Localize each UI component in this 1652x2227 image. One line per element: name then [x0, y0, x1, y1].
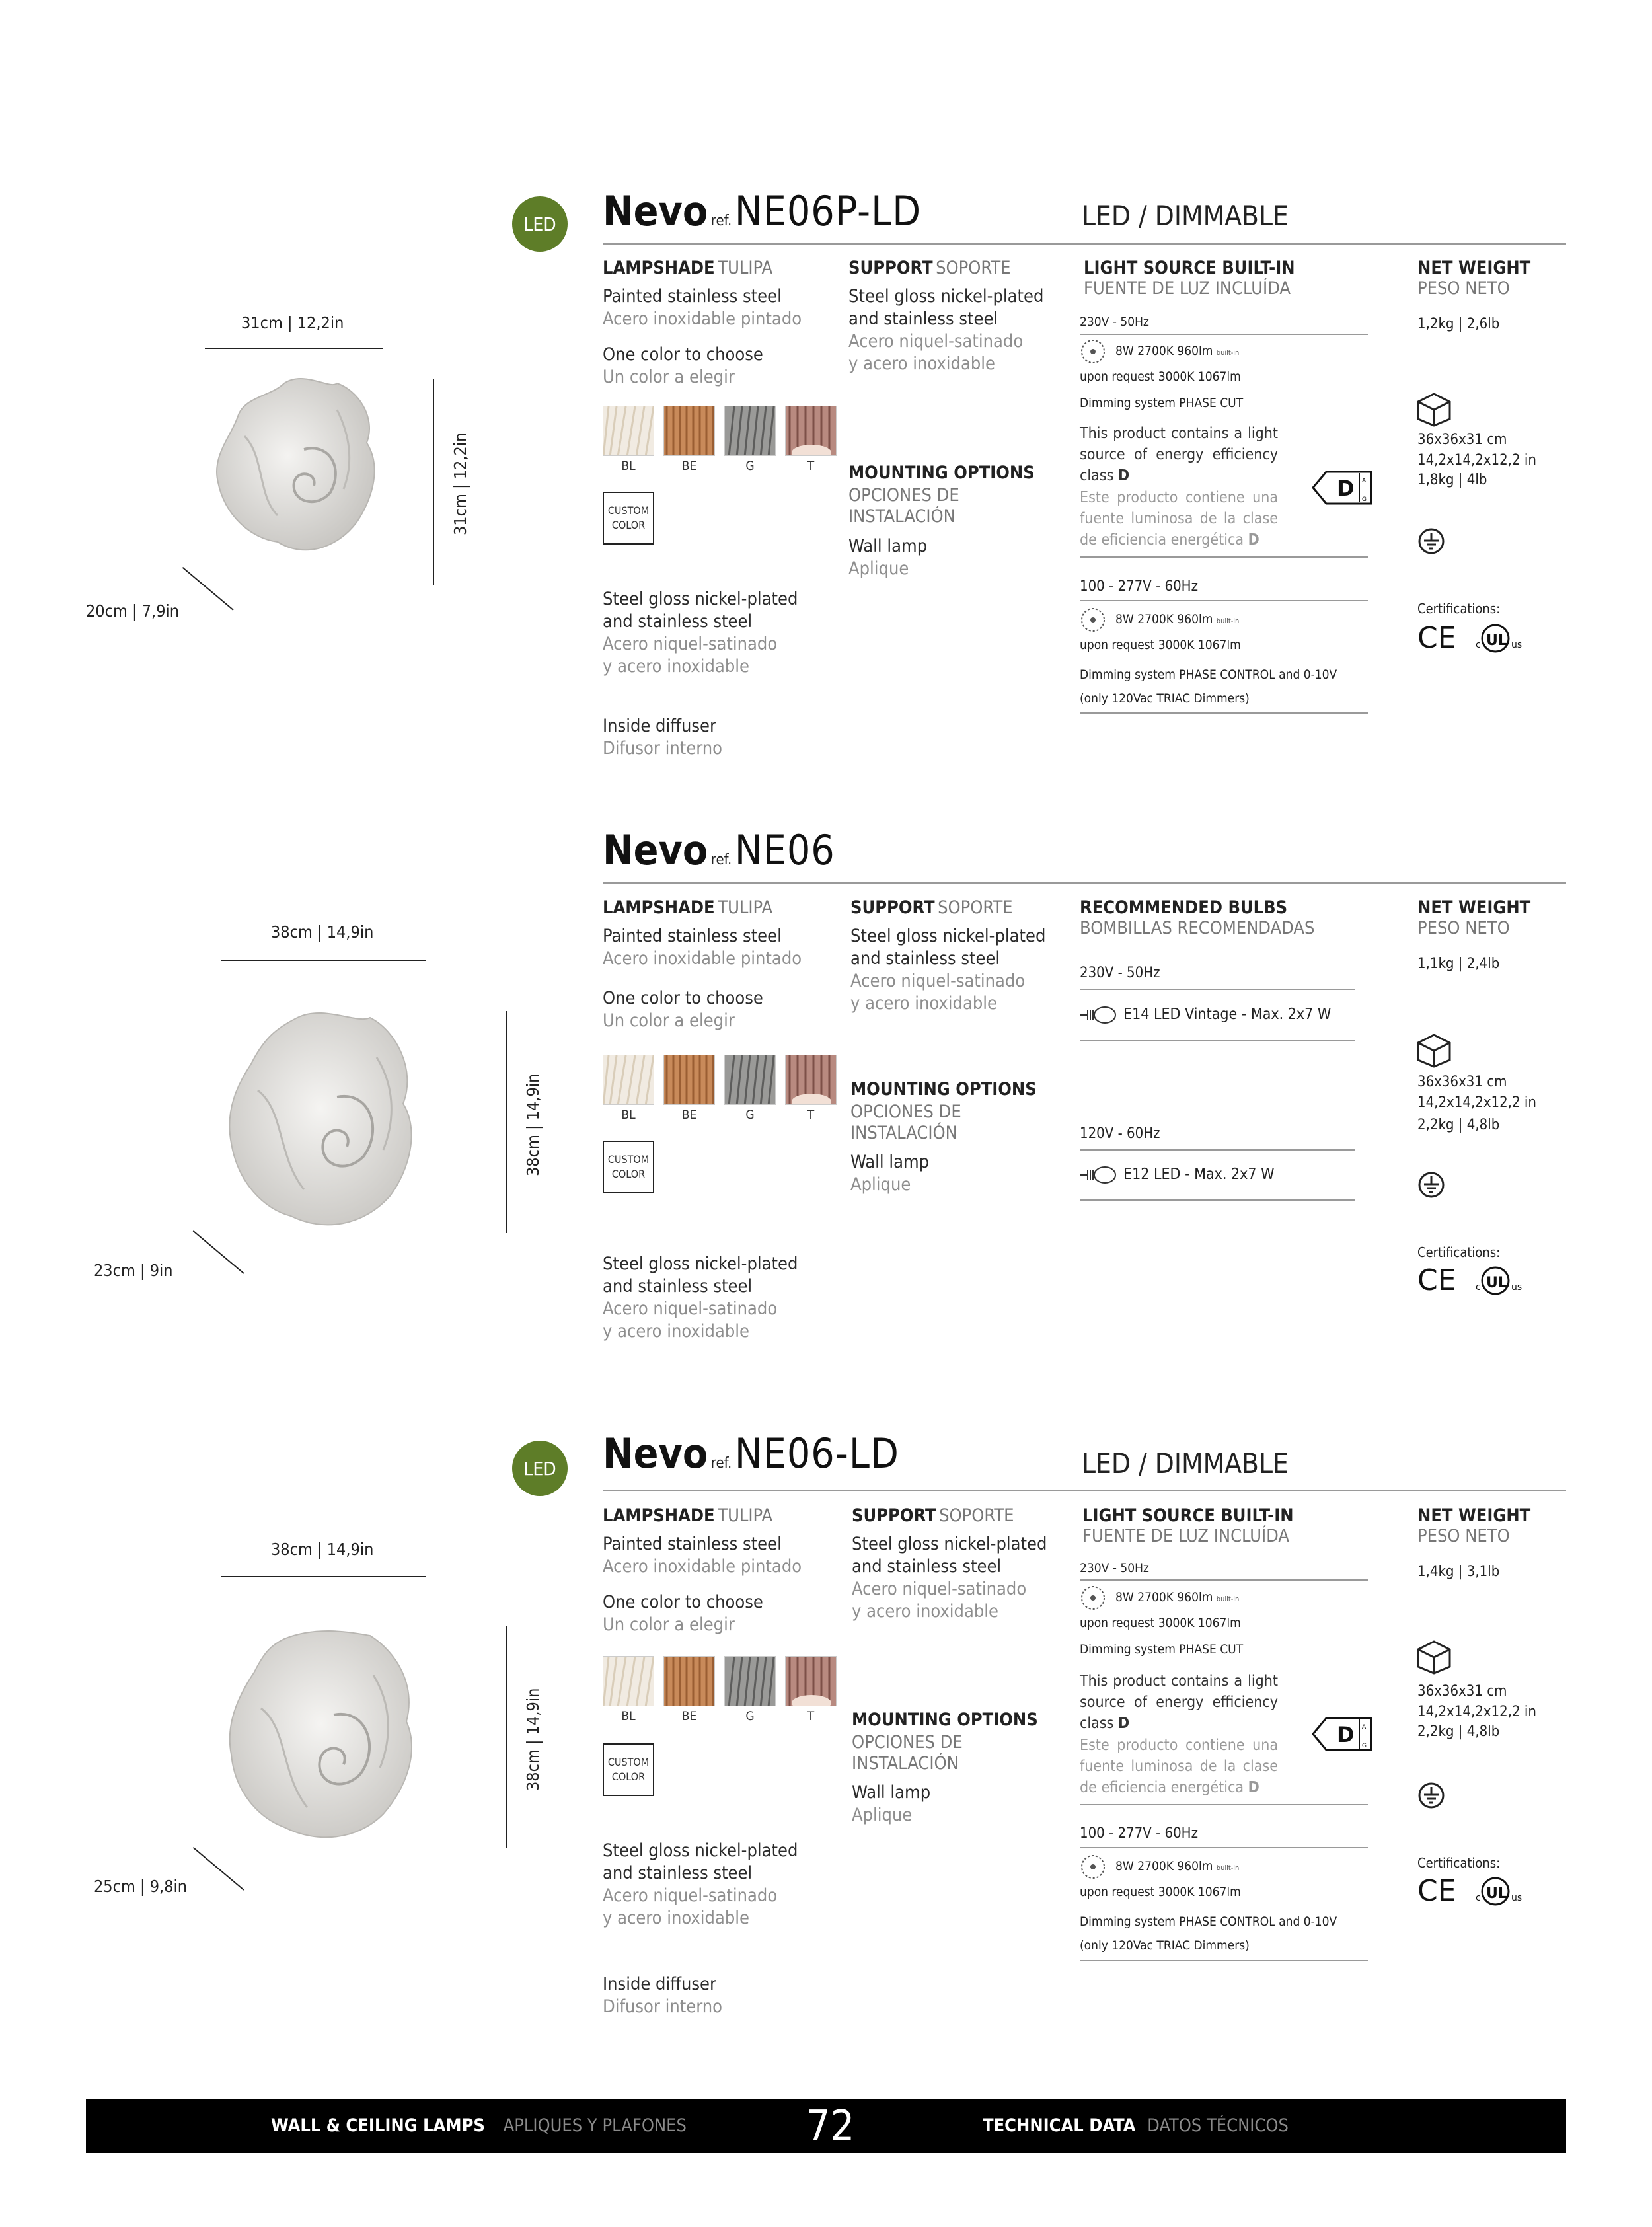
svg-text:D: D [1337, 476, 1355, 501]
svg-text:UL: UL [1486, 632, 1507, 649]
mounting-heading-es: OPCIONES DE INSTALACIÓN [850, 1102, 961, 1143]
led-spec [1115, 1858, 1239, 1877]
swatch-bl-label: BL [621, 459, 636, 473]
title-rule [603, 1490, 1566, 1491]
support-material-en: Steel gloss nickel-plated and stainless steel [850, 926, 1046, 969]
svg-text:UL: UL [1486, 1885, 1507, 1902]
diffuser-en: Inside diffuser [603, 1974, 716, 1994]
support-heading-es: SOPORTE [939, 1505, 1014, 1526]
led-chip-icon [1080, 607, 1106, 633]
diffuser-en: Inside diffuser [603, 716, 716, 736]
rule [1080, 712, 1368, 714]
swatch-be[interactable] [663, 1656, 715, 1723]
product-code: NE06P-LD [734, 187, 922, 235]
support-heading [850, 897, 1013, 919]
height-line [506, 1626, 507, 1848]
product-title [603, 1429, 899, 1478]
led-badge: LED [512, 1441, 568, 1496]
support-heading-en: SUPPORT [850, 897, 935, 918]
mounting-heading-es: OPCIONES DE INSTALACIÓN [848, 485, 959, 527]
ground-icon [1417, 1782, 1445, 1809]
light-source-heading-es: FUENTE DE LUZ INCLUÍDA [1082, 1526, 1290, 1546]
support-material-en: Steel gloss nickel-plated and stainless steel [603, 1254, 798, 1297]
energy-text-en [1080, 1671, 1278, 1734]
shade-material-es: Acero inoxidable pintado [603, 948, 802, 969]
rule [1080, 1149, 1355, 1151]
dimming-phase-control: Dimming system PHASE CONTROL and 0-10V (only 120Vac TRIAC Dimmers) [1080, 1914, 1337, 1953]
swatch-be-image [663, 406, 715, 456]
color-choice-es: Un color a elegir [603, 1614, 735, 1635]
ce-ul-certification-icon [1417, 1264, 1536, 1297]
swatch-bl-image [603, 1055, 654, 1105]
bulb-eu: E14 LED Vintage - Max. 2x7 W [1123, 1006, 1332, 1023]
product-code: NE06 [734, 826, 835, 874]
rule [1080, 1199, 1355, 1201]
product-name: Nevo [603, 187, 708, 235]
swatch-bl-image [603, 1656, 654, 1706]
box-dimensions: 36x36x31 cm 14,2x14,2x12,2 in [1417, 432, 1536, 469]
led-chip-icon [1080, 1854, 1106, 1880]
shade-material-en: Painted stainless steel [603, 926, 782, 946]
depth-dimension: 23cm | 9in [94, 1261, 173, 1280]
shade-material-es: Acero inoxidable pintado [603, 1556, 802, 1577]
led-dimmable-tagline: LED / DIMMABLE [1082, 200, 1289, 232]
energy-class-es: D [1248, 531, 1259, 548]
net-weight-heading-es: PESO NETO [1417, 278, 1510, 299]
led-chip-icon [1080, 1585, 1106, 1611]
swatch-be[interactable] [663, 406, 715, 473]
page-footer [86, 2099, 1566, 2153]
color-choice-es: Un color a elegir [603, 367, 735, 387]
upon-request: upon request 3000K 1067lm [1080, 1885, 1241, 1899]
mounting-heading-en: MOUNTING OPTIONS [850, 1079, 1037, 1100]
ref-label: ref. [710, 1455, 732, 1472]
product-name: Nevo [603, 826, 708, 874]
led-spec-values: 8W 2700K 960lm [1115, 612, 1213, 626]
footer-right-en: TECHNICAL DATA [983, 2115, 1136, 2136]
custom-color-box[interactable]: CUSTOM COLOR [603, 492, 654, 545]
support-material-en: Steel gloss nickel-plated and stainless steel [852, 1534, 1047, 1577]
wall-lamp-en: Wall lamp [852, 1782, 931, 1803]
swatch-bl-label: BL [621, 1108, 636, 1122]
depth-line [193, 1230, 244, 1274]
box-weight: 1,8kg | 4lb [1417, 472, 1487, 488]
ground-icon [1417, 527, 1445, 555]
net-weight-heading-es: PESO NETO [1417, 1526, 1510, 1546]
title-rule [603, 243, 1566, 245]
swatch-t[interactable] [785, 406, 837, 473]
depth-line [193, 1847, 244, 1891]
mounting-heading-es: OPCIONES DE INSTALACIÓN [852, 1732, 963, 1774]
voltage-120: 120V - 60Hz [1080, 1125, 1160, 1142]
footer-left-es: APLIQUES Y PLAFONES [503, 2115, 687, 2136]
built-in-note: built-in [1216, 1864, 1240, 1872]
svg-text:us: us [1511, 1282, 1522, 1293]
ref-label: ref. [710, 213, 732, 229]
depth-dimension: 20cm | 7,9in [86, 601, 180, 621]
energy-class-en: D [1117, 467, 1130, 484]
energy-text-es-body: Este producto contiene una fuente luminosa de la clase de eficiencia energética [1080, 489, 1278, 548]
net-weight-heading-es: PESO NETO [1417, 918, 1510, 938]
support-heading-es: SOPORTE [938, 897, 1013, 918]
custom-color-box[interactable]: CUSTOM COLOR [603, 1141, 654, 1193]
voltage-100-277: 100 - 277V - 60Hz [1080, 578, 1198, 595]
footer-section-right [983, 2115, 1289, 2136]
certifications-label: Certifications: [1417, 1855, 1501, 1871]
bulbs-heading-es: BOMBILLAS RECOMENDADAS [1080, 918, 1315, 938]
svg-text:c: c [1476, 1893, 1481, 1903]
rule [1080, 989, 1355, 990]
swatch-g-label: G [745, 1709, 755, 1723]
swatch-t[interactable] [785, 1055, 837, 1122]
net-weight-heading-en: NET WEIGHT [1417, 897, 1531, 918]
swatch-g-image [724, 1055, 776, 1105]
bulbs-heading-en: RECOMMENDED BULBS [1080, 897, 1288, 918]
lampshade-heading [603, 258, 772, 279]
led-spec-values: 8W 2700K 960lm [1115, 344, 1213, 358]
swatch-bl[interactable] [603, 406, 654, 473]
swatch-be-image [663, 1055, 715, 1105]
voltage-100-277: 100 - 277V - 60Hz [1080, 1825, 1198, 1842]
energy-text-es [1080, 487, 1278, 550]
height-dimension: 31cm | 12,2in [451, 432, 470, 535]
support-material-es: Acero niquel-satinado y acero inoxidable [852, 1579, 1027, 1622]
swatch-g-label: G [745, 1108, 755, 1122]
color-swatches [603, 1055, 837, 1122]
energy-label-icon [1312, 1717, 1374, 1751]
box-dimensions: 36x36x31 cm 14,2x14,2x12,2 in [1417, 1074, 1536, 1111]
rule [1080, 1960, 1368, 1961]
swatch-g[interactable] [724, 1055, 776, 1122]
rule [1080, 1847, 1368, 1848]
voltage-230: 230V - 50Hz [1080, 965, 1160, 981]
bulb-icon [1077, 1164, 1117, 1186]
box-weight: 2,2kg | 4,8lb [1417, 1117, 1500, 1133]
ce-ul-certification-icon [1417, 1874, 1536, 1907]
support-material-en: Steel gloss nickel-plated and stainless steel [848, 286, 1044, 329]
energy-text-en-body: This product contains a light source of energy efficiency class [1080, 425, 1278, 484]
rule [1080, 1804, 1368, 1805]
lampshade-heading-es: TULIPA [718, 1505, 773, 1526]
product-title [603, 187, 921, 235]
width-line [221, 1576, 426, 1577]
box-icon [1415, 390, 1452, 427]
net-weight-heading-en: NET WEIGHT [1417, 258, 1531, 278]
lampshade-heading-en: LAMPSHADE [603, 258, 715, 278]
swatch-be-label: BE [681, 459, 697, 473]
rule [1080, 1040, 1355, 1041]
depth-line [182, 567, 234, 611]
svg-text:us: us [1511, 1893, 1522, 1903]
dimming-phase-control: Dimming system PHASE CONTROL and 0-10V (only 120Vac TRIAC Dimmers) [1080, 667, 1337, 706]
support-heading-en: SUPPORT [852, 1505, 936, 1526]
swatch-t[interactable] [785, 1656, 837, 1723]
support-material-es: Acero niquel-satinado y acero inoxidable [603, 1299, 778, 1341]
dimming-phase-cut: Dimming system PHASE CUT [1080, 1642, 1244, 1657]
lampshade-heading [603, 1505, 772, 1527]
energy-text-es [1080, 1735, 1278, 1798]
support-material-en: Steel gloss nickel-plated and stainless steel [603, 1840, 798, 1883]
svg-text:A: A [1362, 1724, 1367, 1731]
energy-class-en: D [1117, 1715, 1130, 1732]
led-dimmable-tagline: LED / DIMMABLE [1082, 1447, 1289, 1480]
wall-lamp-es: Aplique [852, 1805, 913, 1825]
energy-text-es-body: Este producto contiene una fuente luminosa de la clase de eficiencia energética [1080, 1737, 1278, 1796]
wall-lamp-en: Wall lamp [850, 1152, 930, 1172]
lamp-photo [218, 1612, 430, 1850]
height-dimension: 38cm | 14,9in [523, 1688, 543, 1791]
box-icon [1415, 1031, 1452, 1068]
support-material-es: Acero niquel-satinado y acero inoxidable [603, 1885, 778, 1928]
light-source-heading-es: FUENTE DE LUZ INCLUÍDA [1084, 278, 1291, 299]
lampshade-heading-es: TULIPA [718, 897, 773, 918]
energy-class-es: D [1248, 1779, 1259, 1796]
shade-material-en: Painted stainless steel [603, 1534, 782, 1554]
built-in-note: built-in [1216, 1595, 1240, 1603]
energy-text-en-body: This product contains a light source of energy efficiency class [1080, 1673, 1278, 1732]
swatch-be-image [663, 1656, 715, 1706]
rule [1080, 1579, 1368, 1581]
led-chip-icon [1080, 338, 1106, 365]
led-spec [1115, 1589, 1239, 1608]
rule [1080, 556, 1368, 558]
swatch-be-label: BE [681, 1108, 697, 1122]
svg-text:c: c [1476, 640, 1481, 650]
bulb-us: E12 LED - Max. 2x7 W [1123, 1166, 1275, 1183]
support-heading [852, 1505, 1014, 1527]
swatch-be[interactable] [663, 1055, 715, 1122]
svg-text:G: G [1362, 496, 1367, 503]
voltage-230: 230V - 50Hz [1080, 1561, 1149, 1575]
light-source-heading-en: LIGHT SOURCE BUILT-IN [1084, 258, 1295, 278]
diffuser-es: Difusor interno [603, 1996, 722, 2017]
ground-icon [1417, 1171, 1445, 1199]
swatch-be-label: BE [681, 1709, 697, 1723]
svg-text:UL: UL [1486, 1275, 1507, 1291]
color-swatches [603, 1656, 837, 1723]
led-spec [1115, 342, 1239, 361]
rule [1080, 334, 1368, 335]
wall-lamp-es: Aplique [850, 1174, 911, 1195]
swatch-g[interactable] [724, 1656, 776, 1723]
swatch-bl[interactable] [603, 1656, 654, 1723]
swatch-t-image [785, 406, 837, 456]
color-choice-en: One color to choose [603, 988, 763, 1008]
swatch-t-label: T [807, 1108, 815, 1122]
svg-text:D: D [1337, 1722, 1355, 1747]
swatch-t-image [785, 1656, 837, 1706]
certifications-label: Certifications: [1417, 1244, 1501, 1260]
lampshade-heading [603, 897, 772, 919]
width-line [221, 960, 426, 961]
swatch-g-image [724, 1656, 776, 1706]
color-choice-en: One color to choose [603, 344, 763, 365]
svg-text:CE: CE [1417, 621, 1456, 654]
lampshade-heading-es: TULIPA [718, 258, 773, 278]
shade-material-es: Acero inoxidable pintado [603, 309, 802, 329]
product-name: Nevo [603, 1429, 708, 1478]
height-line [506, 1011, 507, 1233]
energy-label-icon [1312, 471, 1374, 505]
ref-label: ref. [710, 852, 732, 868]
footer-left-en: WALL & CEILING LAMPS [271, 2115, 485, 2136]
built-in-note: built-in [1216, 348, 1240, 357]
diffuser-es: Difusor interno [603, 738, 722, 759]
box-icon [1415, 1638, 1452, 1675]
width-dimension: 38cm | 14,9in [271, 1540, 374, 1559]
svg-text:us: us [1511, 640, 1522, 650]
led-spec-values: 8W 2700K 960lm [1115, 1859, 1213, 1873]
product-code: NE06-LD [734, 1429, 899, 1478]
svg-text:CE: CE [1417, 1874, 1456, 1907]
product-title [603, 826, 835, 874]
built-in-note: built-in [1216, 617, 1240, 625]
lampshade-heading-en: LAMPSHADE [603, 1505, 715, 1526]
mounting-heading-en: MOUNTING OPTIONS [852, 1710, 1038, 1730]
net-weight-value: 1,1kg | 2,4lb [1417, 956, 1500, 972]
support-material-en: Steel gloss nickel-plated and stainless steel [603, 589, 798, 632]
svg-text:G: G [1362, 1743, 1367, 1749]
net-weight-value: 1,4kg | 3,1lb [1417, 1564, 1500, 1580]
net-weight-value: 1,2kg | 2,6lb [1417, 316, 1500, 332]
swatch-bl-image [603, 406, 654, 456]
support-material-es: Acero niquel-satinado y acero inoxidable [848, 331, 1024, 374]
light-source-heading-en: LIGHT SOURCE BUILT-IN [1082, 1505, 1294, 1526]
page-number: 72 [806, 2102, 855, 2151]
led-spec [1115, 611, 1239, 630]
height-line [433, 379, 434, 585]
lampshade-heading-en: LAMPSHADE [603, 897, 715, 918]
support-material-es: Acero niquel-satinado y acero inoxidable [850, 971, 1026, 1014]
lamp-photo [205, 370, 390, 562]
dimming-phase-cut: Dimming system PHASE CUT [1080, 396, 1244, 410]
led-spec-values: 8W 2700K 960lm [1115, 1590, 1213, 1604]
svg-text:A: A [1362, 478, 1367, 484]
support-heading-en: SUPPORT [848, 258, 933, 278]
box-weight: 2,2kg | 4,8lb [1417, 1723, 1500, 1740]
swatch-t-label: T [807, 459, 815, 473]
width-line [205, 348, 383, 349]
net-weight-heading-en: NET WEIGHT [1417, 1505, 1531, 1526]
swatch-g-label: G [745, 459, 755, 473]
custom-color-box[interactable]: CUSTOM COLOR [603, 1743, 654, 1796]
upon-request: upon request 3000K 1067lm [1080, 369, 1241, 384]
energy-text-en [1080, 423, 1278, 486]
upon-request: upon request 3000K 1067lm [1080, 638, 1241, 652]
width-dimension: 31cm | 12,2in [241, 313, 344, 332]
footer-right-es: DATOS TÉCNICOS [1147, 2115, 1289, 2136]
swatch-g-image [724, 406, 776, 456]
footer-section-left [271, 2115, 687, 2136]
support-material-es: Acero niquel-satinado y acero inoxidable [603, 634, 778, 677]
bulb-icon [1077, 1004, 1117, 1026]
svg-text:CE: CE [1417, 1264, 1456, 1297]
box-dimensions: 36x36x31 cm 14,2x14,2x12,2 in [1417, 1683, 1536, 1720]
height-dimension: 38cm | 14,9in [523, 1073, 543, 1176]
color-choice-es: Un color a elegir [603, 1010, 735, 1031]
svg-text:c: c [1476, 1282, 1481, 1293]
support-heading-es: SOPORTE [936, 258, 1011, 278]
color-choice-en: One color to choose [603, 1592, 763, 1612]
ce-ul-certification-icon [1417, 621, 1536, 654]
width-dimension: 38cm | 14,9in [271, 923, 374, 942]
color-swatches [603, 406, 837, 473]
voltage-230: 230V - 50Hz [1080, 315, 1149, 329]
title-rule [603, 882, 1566, 884]
led-badge: LED [512, 196, 568, 252]
upon-request: upon request 3000K 1067lm [1080, 1616, 1241, 1630]
swatch-bl[interactable] [603, 1055, 654, 1122]
depth-dimension: 25cm | 9,8in [94, 1877, 188, 1896]
swatch-bl-label: BL [621, 1709, 636, 1723]
lamp-photo [218, 998, 430, 1236]
swatch-t-label: T [807, 1709, 815, 1723]
swatch-g[interactable] [724, 406, 776, 473]
swatch-t-image [785, 1055, 837, 1105]
certifications-label: Certifications: [1417, 601, 1501, 617]
support-heading [848, 258, 1011, 279]
rule [1080, 600, 1368, 601]
wall-lamp-es: Aplique [848, 558, 909, 579]
shade-material-en: Painted stainless steel [603, 286, 782, 307]
mounting-heading-en: MOUNTING OPTIONS [848, 463, 1035, 483]
wall-lamp-en: Wall lamp [848, 536, 928, 556]
